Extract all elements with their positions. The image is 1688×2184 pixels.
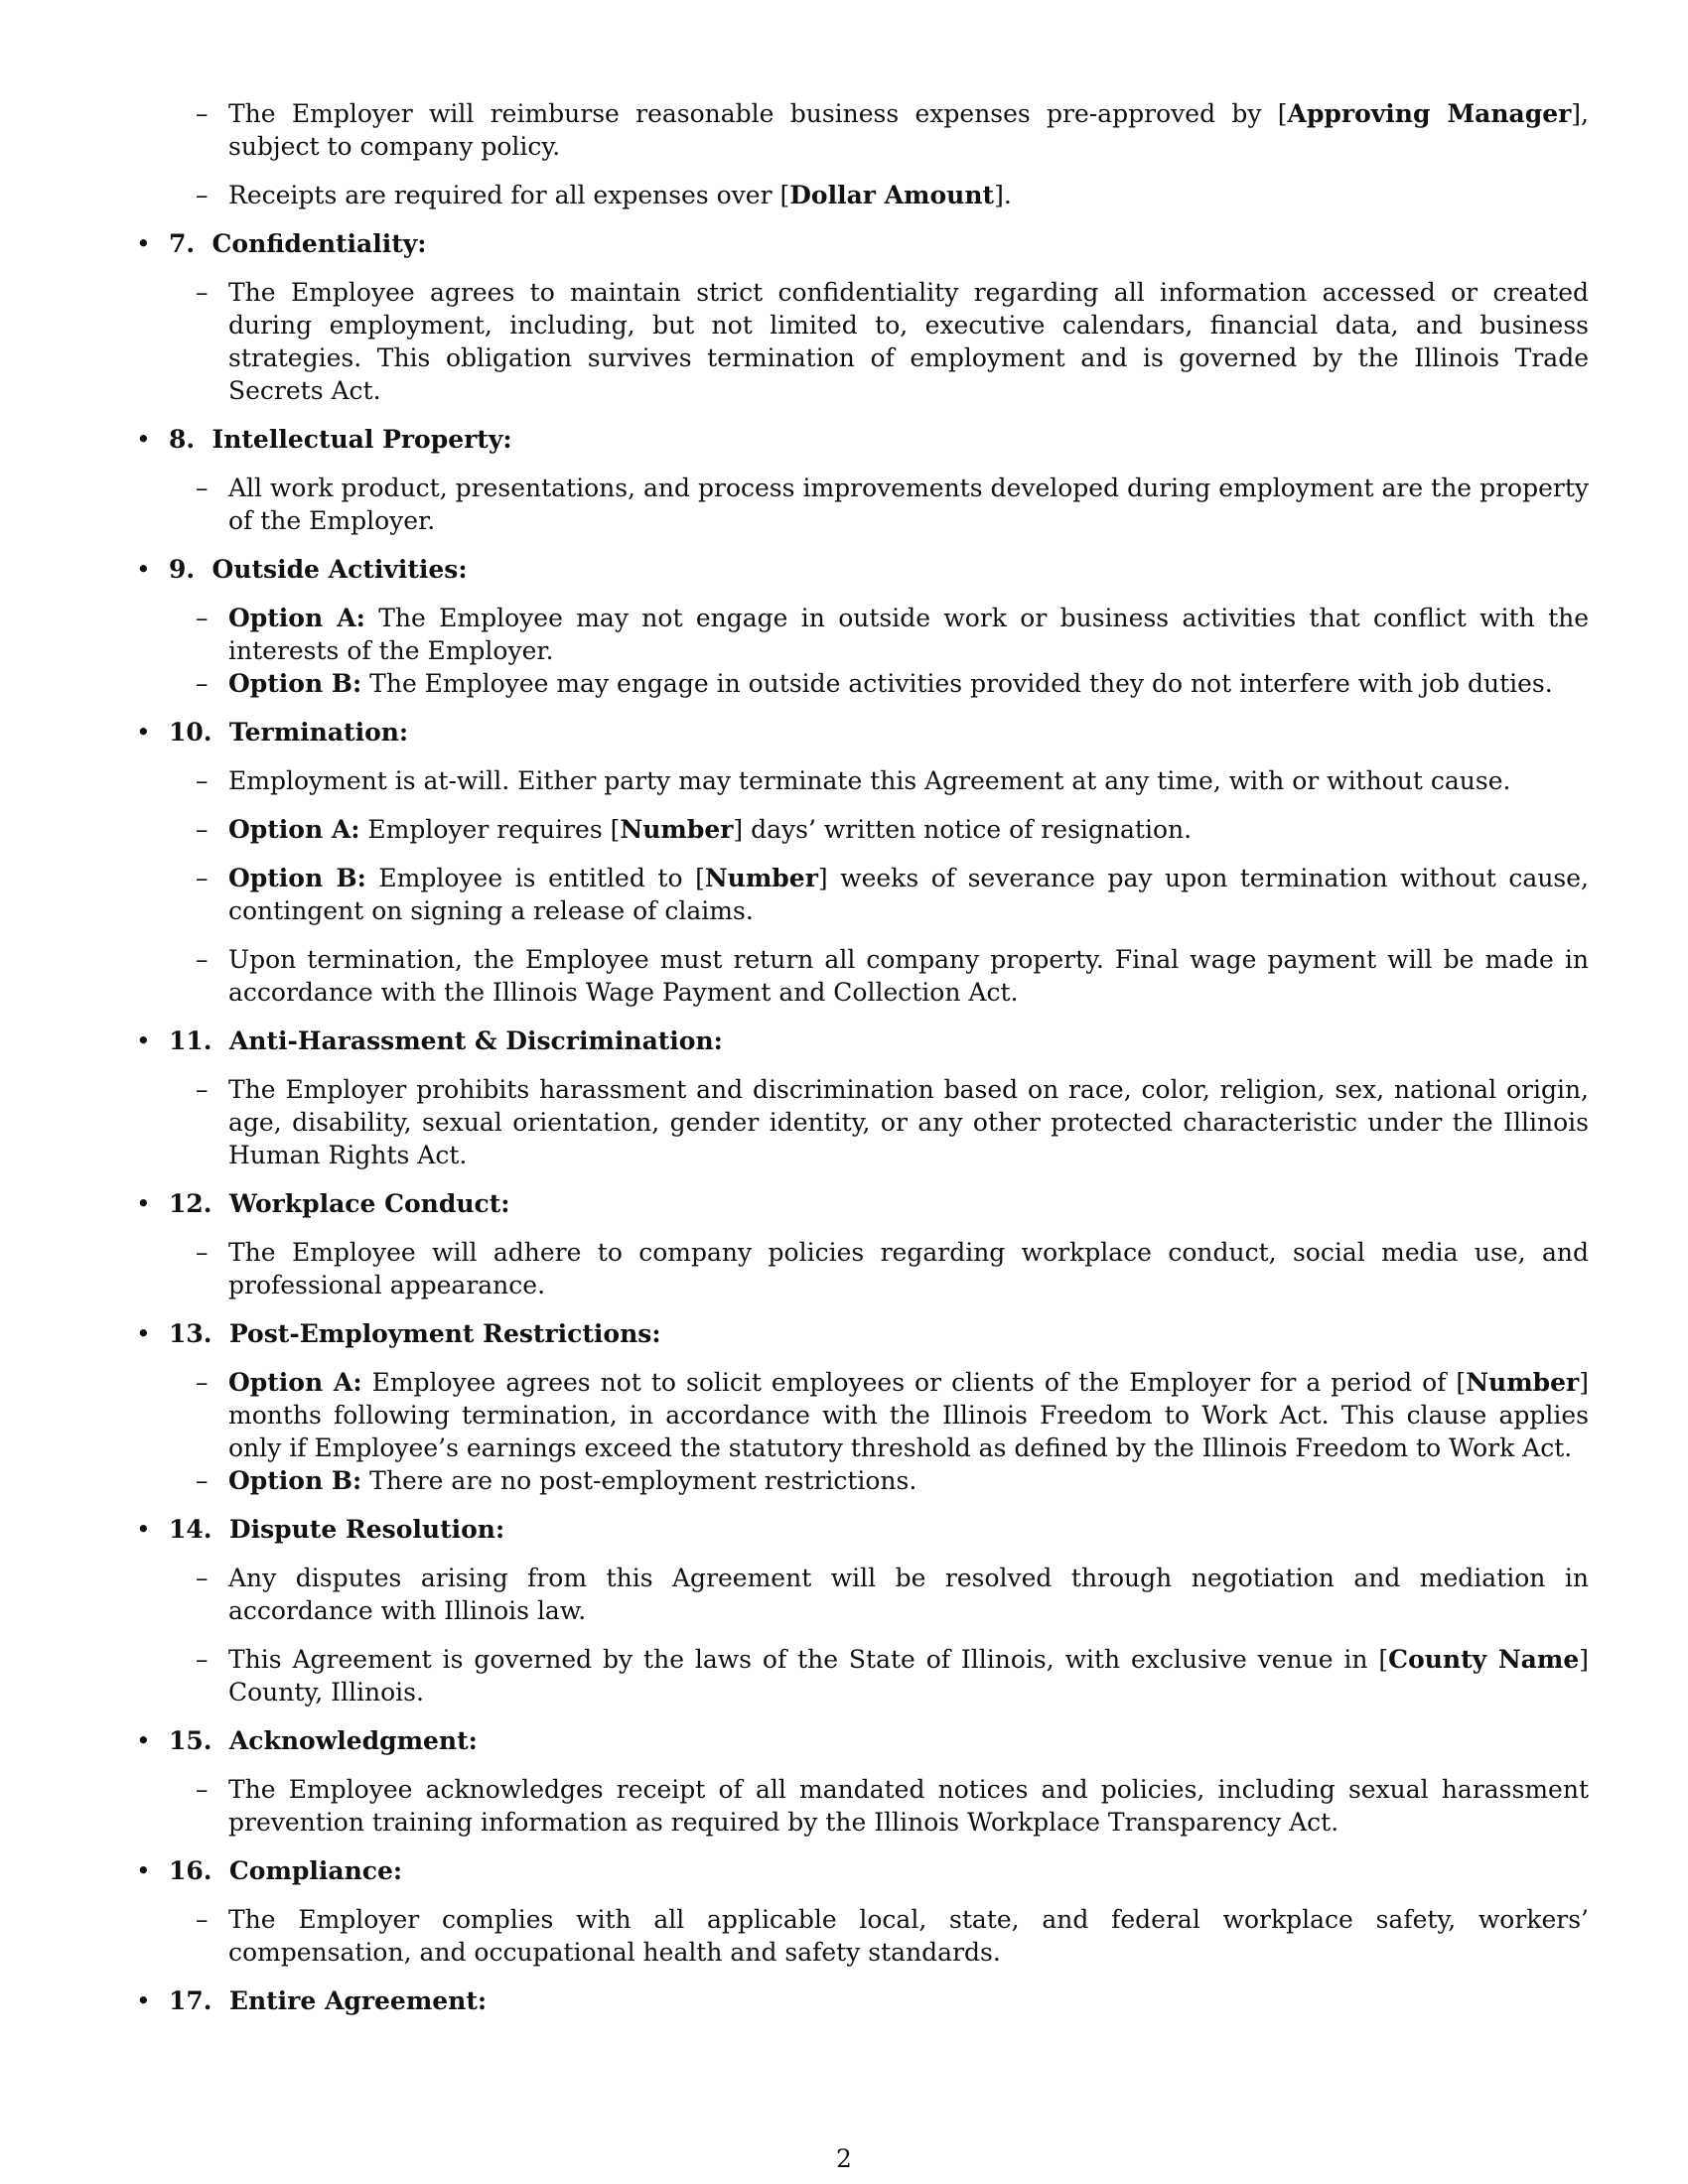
- bullet-icon: •: [136, 1189, 151, 1218]
- document-body: [129, 97, 1589, 2017]
- clause-item: [129, 1903, 1589, 1969]
- page-number: 2: [836, 2144, 852, 2173]
- dash-icon: –: [196, 1905, 209, 1934]
- dash-icon: –: [196, 945, 209, 974]
- section-heading: [129, 1187, 1589, 1220]
- section-title: 12. Workplace Conduct:: [169, 1189, 510, 1218]
- clause-text: The Employee may engage in outside activities provided they do not interfere with job duties.: [361, 669, 1553, 698]
- clause-emphasis: Number: [620, 815, 734, 844]
- clause-item: [129, 472, 1589, 537]
- bullet-icon: •: [136, 1319, 151, 1348]
- dash-icon: –: [196, 1775, 209, 1804]
- dash-icon: –: [196, 278, 209, 307]
- clause-item: [129, 813, 1589, 846]
- section-title: 11. Anti-Harassment & Discrimination:: [169, 1026, 723, 1055]
- section-title: 15. Acknowledgment:: [169, 1726, 478, 1755]
- clause-text: Employee is entitled to [: [365, 864, 705, 892]
- section-title: 14. Dispute Resolution:: [169, 1515, 505, 1544]
- clause-text: Employment is at-will. Either party may terminate this Agreement at any time, with or without cause.: [228, 766, 1511, 795]
- clause-text: The Employee agrees to maintain strict confidentiality regarding all information accessed or created during employment, including, but not limited to, executive calendars, financial data, and business strategies. This obligation survives termination of employment and is governed by the Illinois Trade Secrets Act.: [228, 278, 1589, 405]
- clause-emphasis: Number: [704, 864, 818, 892]
- clause-text: ] County, Illinois.: [228, 1645, 1589, 1706]
- clause-text: Employee agrees not to solicit employees or clients of the Employer for a period of [: [361, 1368, 1467, 1397]
- dash-icon: –: [196, 474, 209, 502]
- clause-emphasis: Option B:: [228, 864, 366, 892]
- clause-emphasis: Option A:: [228, 815, 360, 844]
- clause-item: [129, 1464, 1589, 1497]
- clause-emphasis: Number: [1466, 1368, 1580, 1397]
- clause-text: The Employee acknowledges receipt of all mandated notices and policies, including sexual harassment prevention training information as required by the Illinois Workplace Transparency Act.: [228, 1775, 1589, 1837]
- dash-icon: –: [196, 864, 209, 892]
- section-title: 16. Compliance:: [169, 1856, 403, 1885]
- clause-item: [129, 1643, 1589, 1708]
- dash-icon: –: [196, 1466, 209, 1495]
- section-title: 7. Confidentiality:: [169, 229, 427, 258]
- clause-item: [129, 1562, 1589, 1627]
- section-heading: [129, 553, 1589, 586]
- dash-icon: –: [196, 604, 209, 632]
- clause-emphasis: Option B:: [228, 1466, 362, 1495]
- clause-text: The Employer will reimburse reasonable business expenses pre-approved by [: [228, 99, 1288, 128]
- dash-icon: –: [196, 1564, 209, 1592]
- bullet-icon: •: [136, 425, 151, 454]
- bullet-icon: •: [136, 555, 151, 584]
- section-heading: [129, 423, 1589, 456]
- dash-icon: –: [196, 766, 209, 795]
- dash-icon: –: [196, 1238, 209, 1267]
- clause-text: The Employee will adhere to company policies regarding workplace conduct, social media use, and professional appearance.: [228, 1238, 1589, 1299]
- clause-item: [129, 764, 1589, 797]
- section-heading: [129, 1854, 1589, 1887]
- bullet-icon: •: [136, 1026, 151, 1055]
- dash-icon: –: [196, 1368, 209, 1397]
- dash-icon: –: [196, 181, 209, 209]
- clause-item: [129, 179, 1589, 211]
- clause-emphasis: County Name: [1388, 1645, 1580, 1674]
- clause-item: [129, 943, 1589, 1009]
- clause-item: [129, 1073, 1589, 1171]
- dash-icon: –: [196, 815, 209, 844]
- section-heading: [129, 1984, 1589, 2017]
- clause-item: [129, 667, 1589, 700]
- section-heading: [129, 1024, 1589, 1057]
- dash-icon: –: [196, 99, 209, 128]
- section-title: 17. Entire Agreement:: [169, 1986, 488, 2015]
- clause-text: ] weeks of severance pay upon termination without cause, contingent on signing a release of claims.: [228, 864, 1589, 925]
- clause-emphasis: Approving Manager: [1287, 99, 1572, 128]
- section-title: 13. Post-Employment Restrictions:: [169, 1319, 661, 1348]
- bullet-icon: •: [136, 1515, 151, 1544]
- clause-text: This Agreement is governed by the laws of the State of Illinois, with exclusive venue in [: [228, 1645, 1389, 1674]
- clause-text: Any disputes arising from this Agreement will be resolved through negotiation and mediation in accordance with Illinois law.: [228, 1564, 1589, 1625]
- clause-text: There are no post-employment restrictions.: [361, 1466, 917, 1495]
- clause-emphasis: Dollar Amount: [789, 181, 995, 209]
- bullet-icon: •: [136, 718, 151, 747]
- clause-item: [129, 1236, 1589, 1301]
- section-heading: [129, 1724, 1589, 1757]
- clause-text: ] months following termination, in accordance with the Illinois Freedom to Work Act. This clause applies only if Employee’s earnings exceed the statutory threshold as defined by the Illinois Freedom to Work Act.: [228, 1368, 1589, 1462]
- clause-item: [129, 602, 1589, 667]
- section-title: 10. Termination:: [169, 718, 409, 747]
- bullet-icon: •: [136, 229, 151, 258]
- clause-emphasis: Option A:: [228, 604, 365, 632]
- section-title: 9. Outside Activities:: [169, 555, 468, 584]
- clause-text: Employer requires [: [359, 815, 621, 844]
- clause-item: [129, 862, 1589, 927]
- clause-text: All work product, presentations, and process improvements developed during employment are the property of the Employer.: [228, 474, 1589, 535]
- clause-text: The Employer prohibits harassment and discrimination based on race, color, religion, sex, national origin, age, disability, sexual orientation, gender identity, or any other protected characteristic under the Illinois Human Rights Act.: [228, 1075, 1589, 1169]
- clause-text: ], subject to company policy.: [228, 99, 1589, 161]
- clause-emphasis: Option B:: [228, 669, 362, 698]
- clause-item: [129, 1366, 1589, 1464]
- section-heading: [129, 716, 1589, 749]
- section-heading: [129, 1317, 1589, 1350]
- clause-text: ] days’ written notice of resignation.: [733, 815, 1193, 844]
- dash-icon: –: [196, 1645, 209, 1674]
- clause-text: Receipts are required for all expenses over [: [228, 181, 790, 209]
- clause-item: [129, 97, 1589, 163]
- section-title: 8. Intellectual Property:: [169, 425, 512, 454]
- dash-icon: –: [196, 669, 209, 698]
- clause-text: ].: [994, 181, 1012, 209]
- section-heading: [129, 1513, 1589, 1546]
- dash-icon: –: [196, 1075, 209, 1104]
- clause-text: Upon termination, the Employee must return all company property. Final wage payment will be made in accordance with the Illinois Wage Payment and Collection Act.: [228, 945, 1589, 1007]
- bullet-icon: •: [136, 1726, 151, 1755]
- bullet-icon: •: [136, 1856, 151, 1885]
- clause-text: The Employee may not engage in outside work or business activities that conflict with the interests of the Employer.: [228, 604, 1590, 665]
- clause-item: [129, 1773, 1589, 1839]
- clause-emphasis: Option A:: [228, 1368, 362, 1397]
- section-heading: [129, 227, 1589, 260]
- clause-item: [129, 276, 1589, 407]
- clause-text: The Employer complies with all applicable local, state, and federal workplace safety, workers’ compensation, and occupational health and safety standards.: [228, 1905, 1589, 1967]
- bullet-icon: •: [136, 1986, 151, 2015]
